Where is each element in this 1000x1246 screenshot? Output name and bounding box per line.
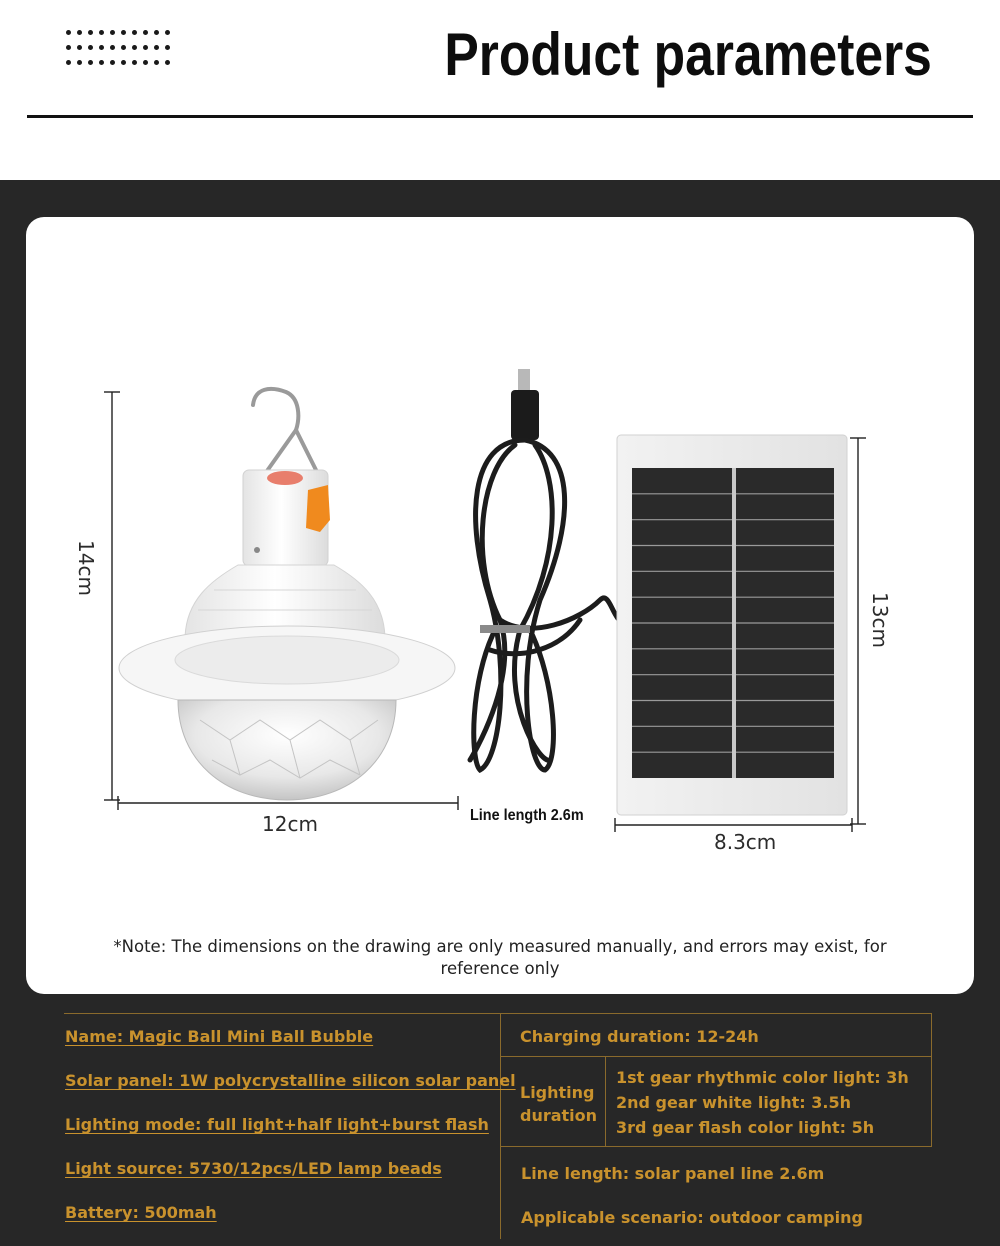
- spec-lighting-value: 3rd gear flash color light: 5h: [616, 1118, 875, 1137]
- line-length-label: Line length 2.6m: [470, 807, 584, 824]
- panel-width-label: 8.3cm: [714, 830, 777, 854]
- spec-lighting-label: Lighting: [520, 1083, 595, 1102]
- spec-lighting-label: duration: [520, 1106, 598, 1125]
- panel-height-label: 13cm: [867, 592, 892, 648]
- lamp-height-label: 14cm: [73, 540, 98, 596]
- spec-name: Name: Magic Ball Mini Ball Bubble: [65, 1027, 374, 1046]
- page-title: Product parameters: [444, 21, 932, 88]
- spec-charging: Charging duration: 12-24h: [520, 1027, 759, 1046]
- spec-solar-panel: Solar panel: 1W polycrystalline silicon solar panel: [65, 1071, 516, 1090]
- spec-scenario: Applicable scenario: outdoor camping: [521, 1208, 863, 1227]
- spec-line-length: Line length: solar panel line 2.6m: [521, 1164, 825, 1183]
- usb-connector: [511, 369, 539, 440]
- lamp-width-label: 12cm: [262, 812, 318, 836]
- spec-lighting-value: 1st gear rhythmic color light: 3h: [616, 1068, 909, 1087]
- table-top-border: [64, 1013, 932, 1014]
- magic-ball: [178, 700, 396, 800]
- spec-light-source: Light source: 5730/12pcs/LED lamp beads: [65, 1159, 442, 1178]
- table-right-border: [931, 1013, 932, 1147]
- table-center-divider: [500, 1013, 501, 1239]
- panel-height-dimension: [850, 438, 866, 824]
- table-row-divider: [500, 1146, 932, 1147]
- cable-coil: [470, 440, 625, 770]
- measurement-note: *Note: The dimensions on the drawing are only measured manually, and errors may exist, for reference only: [113, 937, 887, 978]
- spec-lighting-mode: Lighting mode: full light+half light+burst flash: [65, 1115, 489, 1134]
- spec-lighting-value: 2nd gear white light: 3.5h: [616, 1093, 851, 1112]
- lamp-height-dimension: [104, 392, 120, 800]
- table-row-divider: [500, 1056, 932, 1057]
- table-sub-divider: [605, 1056, 606, 1146]
- lamp-hook: [253, 389, 320, 478]
- solar-panel: [617, 435, 847, 815]
- spec-battery: Battery: 500mah: [65, 1203, 217, 1222]
